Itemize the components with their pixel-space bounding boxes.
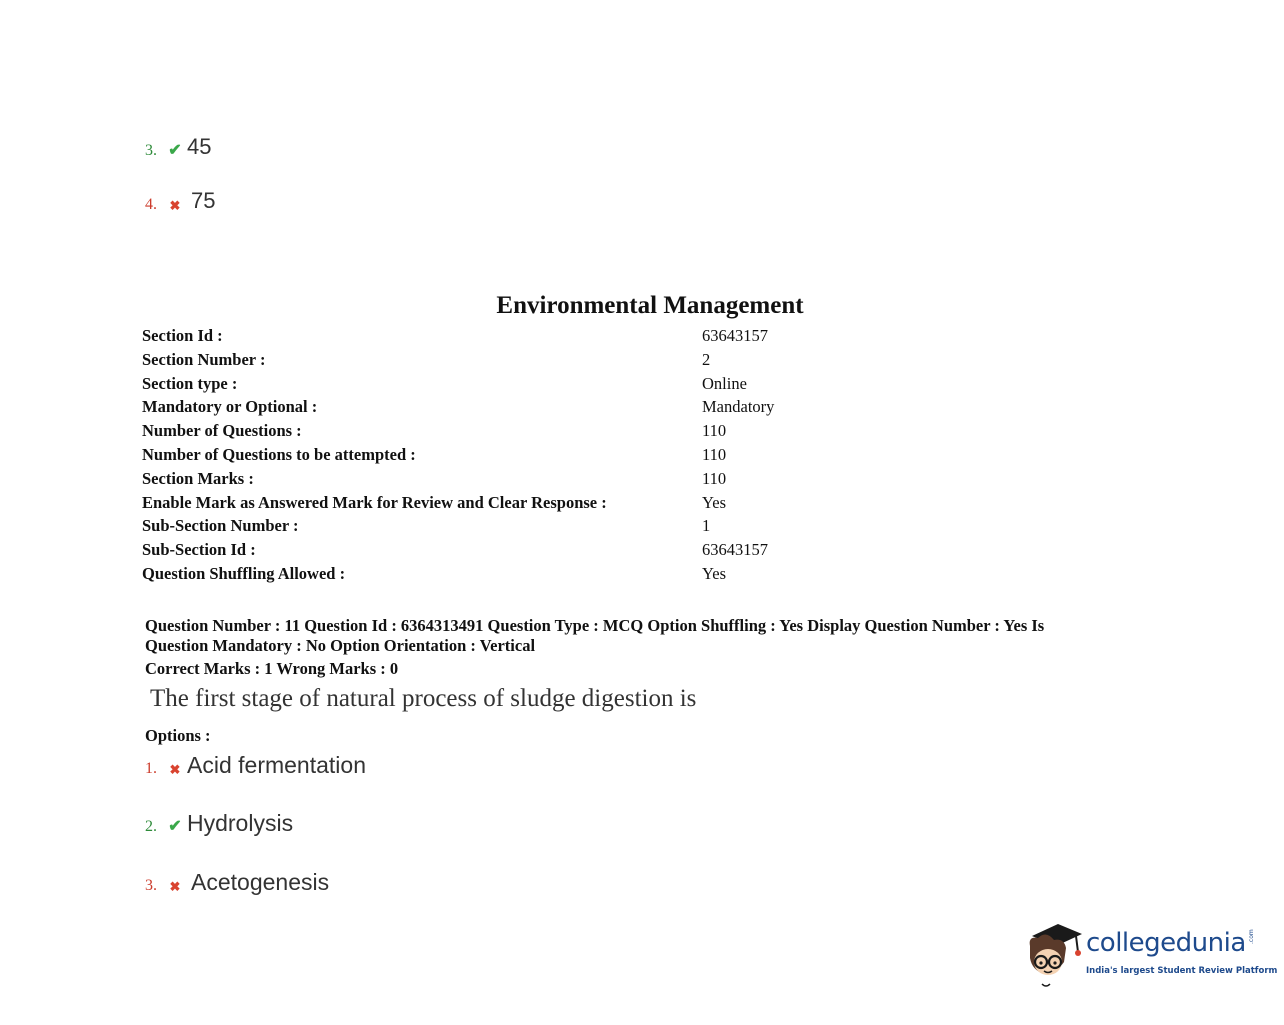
section-info-value: Yes: [702, 563, 727, 583]
section-info-key: Section Marks :: [142, 468, 254, 488]
section-title: Environmental Management: [496, 292, 804, 319]
option-text: Acetogenesis: [191, 869, 330, 895]
prev-option-3: [145, 134, 211, 160]
section-info-value: 1: [702, 516, 711, 536]
cross-icon: ✖: [169, 762, 181, 777]
section-info-value: 110: [702, 421, 727, 441]
section-info-value: Online: [702, 373, 747, 393]
section-info-value: 63643157: [702, 540, 768, 560]
section-info-key: Sub-Section Number :: [142, 516, 299, 536]
section-info-row: [142, 326, 774, 350]
section-info-key: Number of Questions to be attempted :: [142, 444, 416, 464]
section-info-key: Question Shuffling Allowed :: [142, 563, 346, 583]
section-info-key: Section Id :: [142, 326, 223, 345]
section-info-key: Section Number :: [142, 349, 266, 369]
collegedunia-logo: [1024, 918, 1278, 990]
section-info-row: [142, 397, 774, 421]
section-info-key: Number of Questions :: [142, 421, 302, 441]
option-number: 4.: [145, 196, 157, 213]
section-info-key: Mandatory or Optional :: [142, 397, 318, 417]
section-info-value: 63643157: [702, 326, 768, 345]
section-info-value: 2: [702, 349, 711, 369]
section-info-row: [142, 445, 774, 469]
check-icon: ✔: [168, 142, 182, 159]
section-info-value: 110: [702, 468, 727, 488]
student-mascot-icon: [1024, 918, 1086, 990]
option-text: 45: [187, 134, 212, 159]
section-info-row: [142, 469, 774, 493]
option-text: Acid fermentation: [187, 752, 366, 778]
section-info-row: [142, 350, 774, 374]
option-number: 3.: [145, 877, 157, 894]
section-info-value: Yes: [702, 492, 727, 512]
section-info-row: [142, 493, 774, 517]
cross-icon: ✖: [169, 198, 181, 213]
section-info-table: [142, 326, 774, 588]
option-number: 1.: [145, 760, 157, 777]
prev-option-4: [145, 188, 215, 214]
option-text: 75: [191, 188, 216, 213]
options-label: Options :: [145, 726, 211, 745]
section-info-row: [142, 564, 774, 588]
section-info-row: [142, 540, 774, 564]
option-number: 3.: [145, 142, 157, 159]
section-info-value: 110: [702, 444, 727, 464]
check-icon: ✔: [168, 818, 182, 835]
question-marks: Correct Marks : 1 Wrong Marks : 0: [145, 659, 399, 678]
section-info-key: Section type :: [142, 373, 238, 393]
cross-icon: ✖: [169, 879, 181, 894]
option-1: [145, 752, 366, 778]
question-meta: Question Number : 11 Question Id : 6364313491 Question Type : MCQ Option Shuffling : Yes Display Question Number : Yes Is Question Mandatory : No Option Orientation : Vertical: [145, 616, 1045, 655]
logo-tagline: India's largest Student Review Platform: [1086, 966, 1278, 976]
section-info-value: Mandatory: [702, 397, 775, 417]
logo-name: collegedunia: [1086, 928, 1246, 958]
question-text: The first stage of natural process of sludge digestion is: [150, 685, 697, 712]
section-info-row: [142, 421, 774, 445]
section-info-key: Sub-Section Id :: [142, 540, 256, 560]
section-info-row: [142, 516, 774, 540]
section-info-key: Enable Mark as Answered Mark for Review and Clear Response :: [142, 492, 607, 512]
option-text: Hydrolysis: [187, 810, 294, 836]
option-2: [145, 810, 293, 836]
option-3: [145, 869, 329, 895]
option-number: 2.: [145, 818, 157, 835]
logo-suffix: .com: [1248, 929, 1255, 944]
section-info-row: [142, 374, 774, 398]
